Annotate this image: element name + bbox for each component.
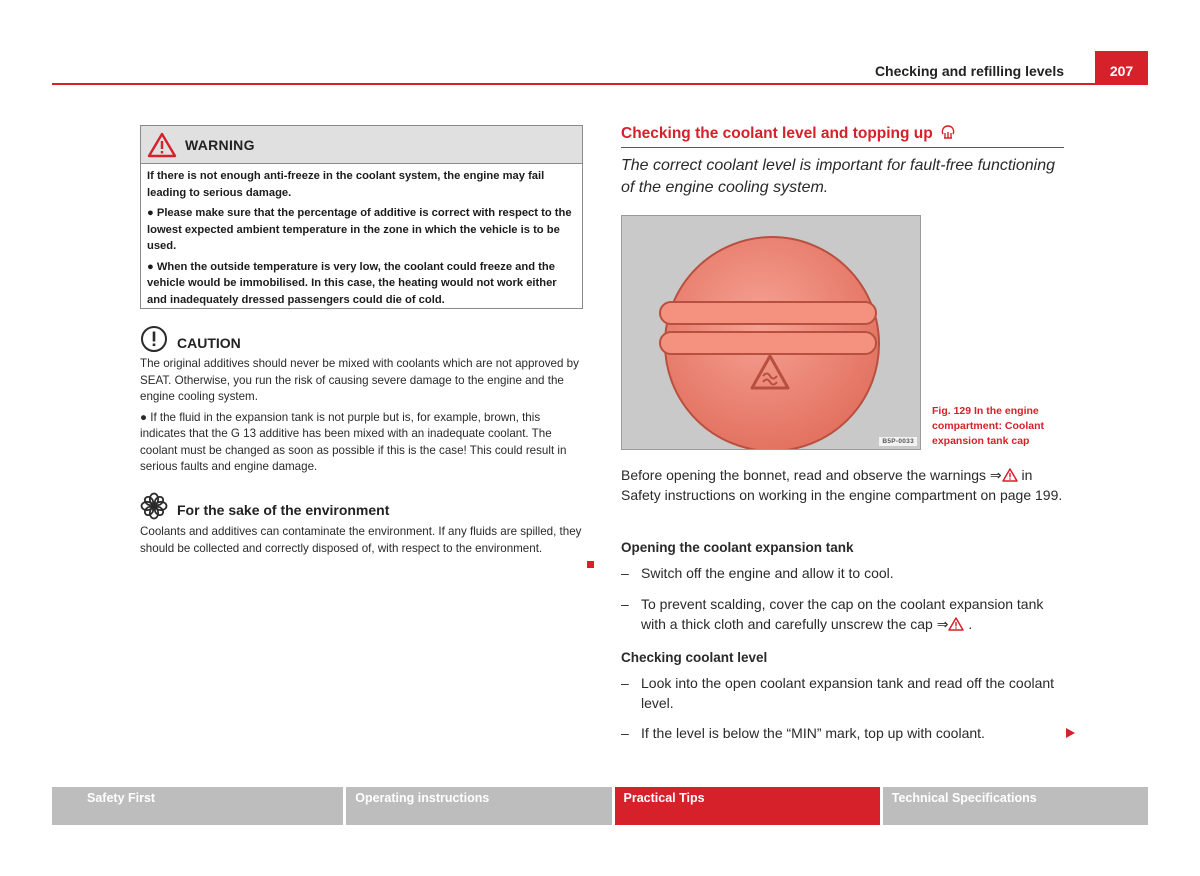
caution-paragraph: The original additives should never be mixed with coolants which are not approved by SEAT. Otherwise, you run the risk of causing severe damage to the engine and the engine cooling system. <box>140 357 579 403</box>
step-text: Switch off the engine and allow it to cool. <box>641 565 894 581</box>
step-item <box>621 674 1066 713</box>
step-text <box>641 595 1066 634</box>
step-item <box>621 595 1066 634</box>
footer-tabs <box>52 787 1148 825</box>
flower-icon <box>140 492 168 520</box>
figure-caption: Fig. 129 In the engine compartment: Coolant expansion tank cap <box>932 405 1045 447</box>
step-dash: – <box>621 725 629 741</box>
service-icon <box>940 124 956 140</box>
warning-body <box>141 164 582 308</box>
intro-text-part: Before opening the bonnet, read and observe the warnings ⇒ <box>621 467 1002 483</box>
caution-body <box>140 356 585 480</box>
step-dash: – <box>621 565 629 581</box>
step-dash: – <box>621 675 629 691</box>
warning-bullet: ● Please make sure that the percentage of additive is correct with respect to the lowest expected ambient temperature in the zone in which the vehicle is to be used. <box>147 207 572 252</box>
subheading-checking: Checking coolant level <box>621 650 768 665</box>
warning-bullet: ● When the outside temperature is very low, the coolant could freeze and the vehicle would be immobilised. In this case, the heating would not work either and inadequately dressed passengers could die of cold. <box>147 260 557 306</box>
header-rule <box>52 83 1148 85</box>
step-text: If the level is below the “MIN” mark, top up with coolant. <box>641 725 985 741</box>
figure-coolant-cap <box>621 215 921 450</box>
caution-title: CAUTION <box>177 335 241 351</box>
figure-code: B5P-0033 <box>879 437 917 446</box>
warning-header <box>141 126 582 164</box>
subheading-opening: Opening the coolant expansion tank <box>621 540 854 555</box>
exclamation-circle-icon <box>140 325 168 353</box>
warning-triangle-icon <box>948 617 964 631</box>
section-heading-text: Checking the coolant level and topping up <box>621 125 933 142</box>
warning-triangle-icon <box>147 132 177 158</box>
environment-header <box>140 492 389 520</box>
tab-operating-instructions[interactable]: Operating instructions <box>346 787 611 825</box>
section-intro: The correct coolant level is important for fault-free functioning of the engine cooling system. <box>621 157 1055 196</box>
step-item <box>621 724 1066 744</box>
environment-title: For the sake of the environment <box>177 502 390 518</box>
coolant-cap-illustration <box>622 216 921 450</box>
warning-box <box>140 125 583 309</box>
intro-text-part: in Safety instructions on working in the engine compartment on page 199. <box>621 467 1063 503</box>
continue-arrow-icon <box>1066 728 1075 738</box>
tab-practical-tips[interactable]: Practical Tips <box>615 787 880 825</box>
section-end-marker <box>587 561 594 568</box>
step-text-part: . <box>964 615 973 632</box>
tab-safety-first[interactable]: Safety First <box>52 787 343 825</box>
step-text-part: To prevent scalding, cover the cap on the coolant expansion tank with a thick cloth and carefully unscrew the cap ⇒ <box>641 596 1044 632</box>
intro-paragraph <box>621 466 1066 505</box>
environment-body: Coolants and additives can contaminate the environment. If any fluids are spilled, they should be collected and correctly disposed of, with respect to the environment. <box>140 525 582 555</box>
page-number: 207 <box>1095 51 1148 85</box>
step-dash: – <box>621 596 629 612</box>
section-heading <box>621 124 1064 148</box>
warning-paragraph: If there is not enough anti-freeze in the coolant system, the engine may fail leading to serious damage. <box>147 170 545 199</box>
step-item <box>621 564 1066 584</box>
caution-bullet: ● If the fluid in the expansion tank is not purple but is, for example, brown, this indicates that the G 13 additive has been mixed with an inadequate coolant. The coolant must be changed as soon as possible if this is the case! This could result in serious faults and engine damage. <box>140 410 567 473</box>
tab-technical-specifications[interactable]: Technical Specifications <box>883 787 1148 825</box>
warning-title: WARNING <box>185 136 255 153</box>
caution-header <box>140 325 241 353</box>
section-title: Checking and refilling levels <box>874 63 1064 79</box>
step-text: Look into the open coolant expansion tank and read off the coolant level. <box>641 675 1055 711</box>
warning-triangle-icon <box>1002 468 1018 482</box>
